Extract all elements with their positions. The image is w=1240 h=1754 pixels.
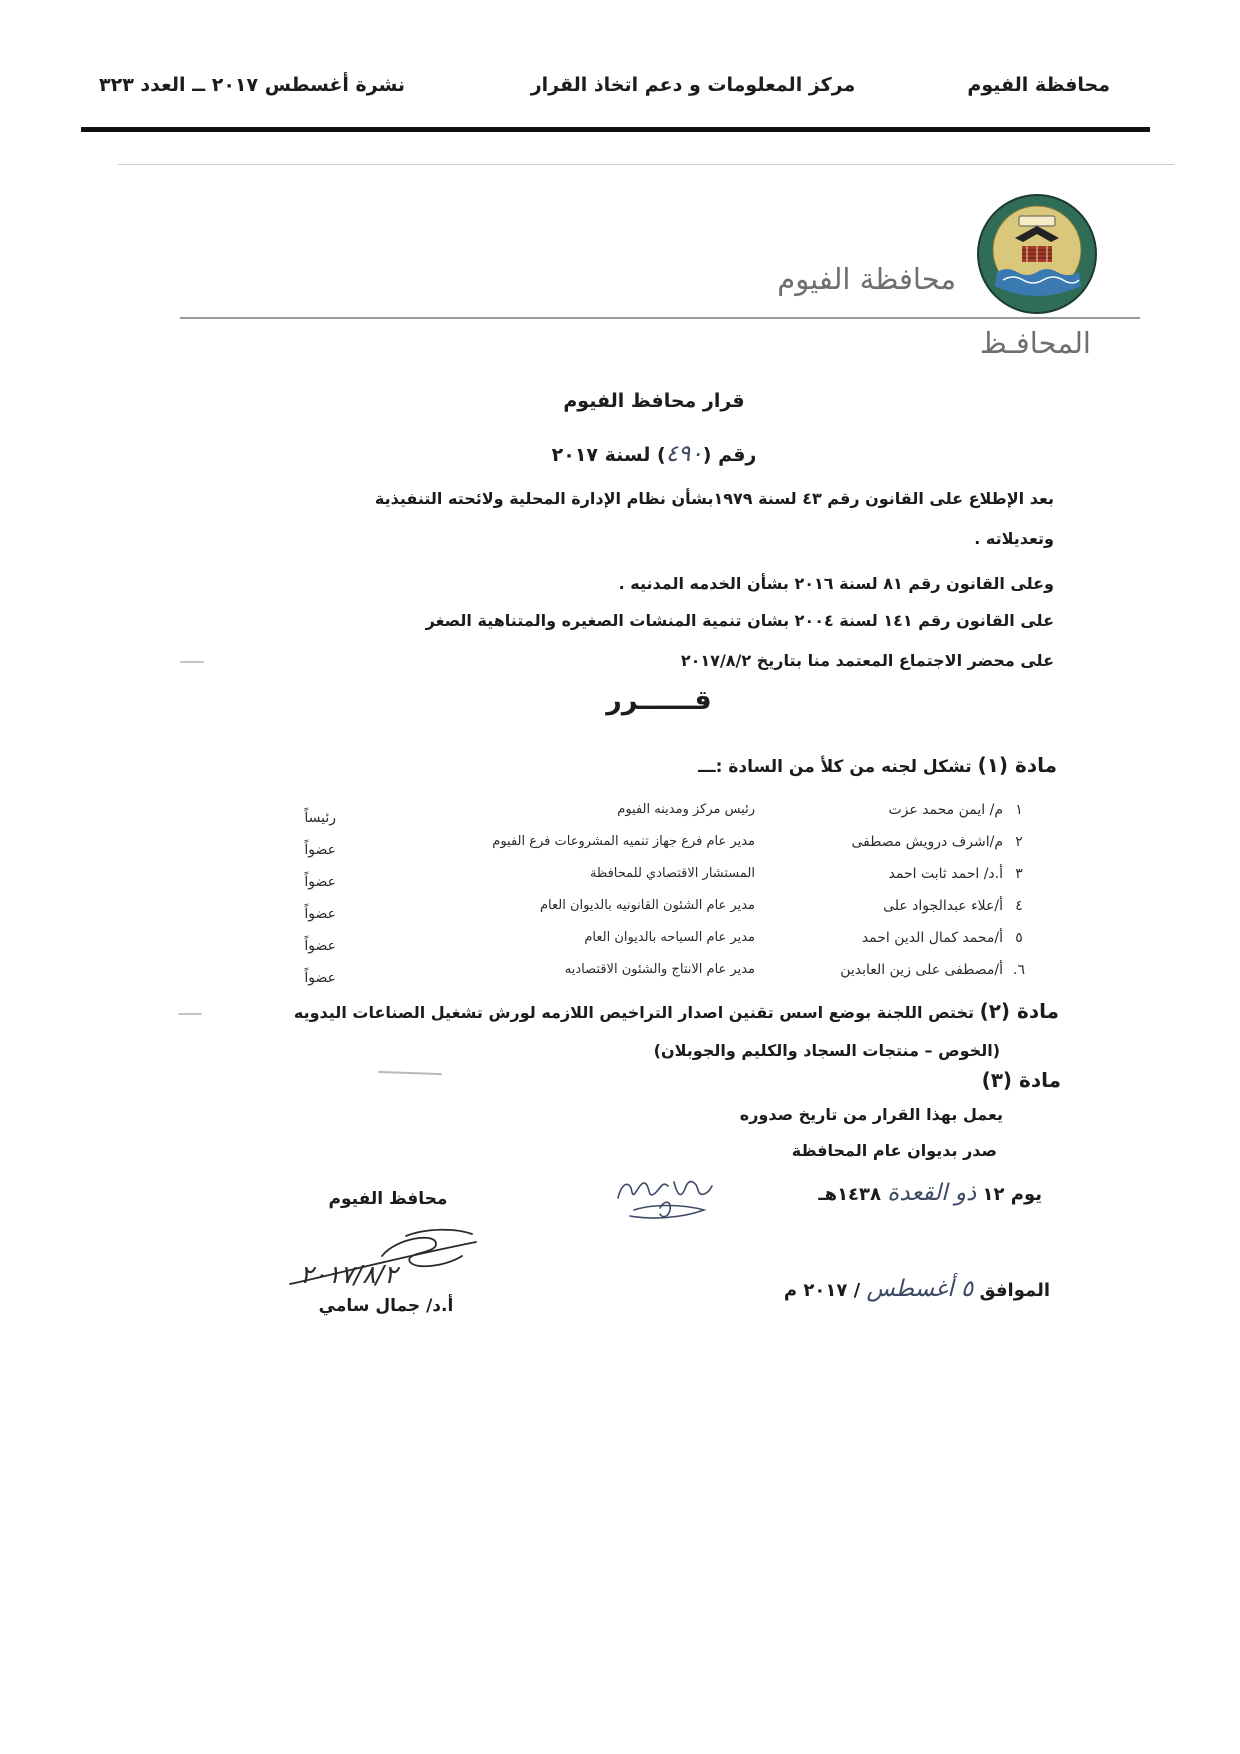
member-title: مدير عام فرع جهاز تنميه المشروعات فرع الفيوم (492, 834, 755, 849)
member-title: رئيس مركز ومدينه الفيوم (617, 802, 755, 817)
article-1-heading: مادة (١) (977, 753, 1057, 777)
initials-signature (612, 1168, 716, 1224)
article-2-text-continued: (الخوص – منتجات السجاد والكليم والجوبلان) (653, 1041, 1000, 1060)
scan-mark (378, 1071, 442, 1075)
gregorian-day-month: ٥ أغسطس (866, 1276, 974, 1302)
member-number: ١ (1015, 802, 1023, 818)
member-number: ٢ (1015, 834, 1023, 850)
member-name: م/اشرف درويش مصطفى (851, 834, 1003, 850)
scan-mark (178, 1013, 202, 1015)
gregorian-label: الموافق (979, 1280, 1050, 1301)
gregorian-date-line (784, 1276, 1050, 1304)
preamble-line: وعلى القانون رقم ٨١ لسنة ٢٠١٦ بشأن الخدمه المدنيه . (618, 574, 1054, 593)
letterhead-governorate: محافظة الفيوم (777, 262, 956, 296)
member-name: أ/مصطفى على زين العابدين (840, 962, 1003, 978)
member-title: مدير عام السياحه بالديوان العام (584, 930, 755, 945)
member-number: ٥ (1015, 930, 1023, 946)
article-3-heading: مادة (٣) (981, 1068, 1061, 1092)
member-row (290, 898, 1040, 930)
member-number: ٦. (1013, 962, 1025, 978)
emblem-banner (1019, 216, 1055, 226)
member-role: عضواً (304, 970, 336, 986)
article-2 (294, 999, 1059, 1023)
decided-heading: قــــــرر (606, 685, 712, 716)
signatory-title: محافظ الفيوم (328, 1189, 448, 1209)
member-role: عضواً (304, 906, 336, 922)
preamble-line: على محضر الاجتماع المعتمد منا بتاريخ ٢٠١٧/٨/٢ (680, 651, 1054, 670)
member-role: عضواً (304, 938, 336, 954)
preamble-line: على القانون رقم ١٤١ لسنة ٢٠٠٤ بشان تنمية المنشات الصغيره والمتناهية الصغر (425, 611, 1054, 630)
member-row (290, 866, 1040, 898)
decree-number-prefix: رقم ( (702, 444, 757, 466)
hijri-month: ذو القعدة (887, 1180, 977, 1206)
header-issue-info: نشرة أغسطس ٢٠١٧ ــ العدد ٣٢٣ (99, 74, 406, 96)
member-row (290, 930, 1040, 962)
member-row (290, 802, 1040, 834)
hijri-year: ١٤٣٨هـ (818, 1184, 882, 1205)
article-1 (698, 753, 1057, 777)
signature-date: ٢٠١٧/٨/٢ (300, 1260, 398, 1289)
article-2-heading: مادة (٢) (979, 999, 1059, 1023)
article-2-text: تختص اللجنة بوضع اسس تقنين اصدار التراخيص اللازمه لورش تشغيل الصناعات اليدويه (293, 1003, 974, 1022)
governorate-emblem-icon (975, 192, 1099, 316)
hijri-day: يوم ١٢ (982, 1184, 1042, 1205)
header-center-title: مركز المعلومات و دعم اتخاذ القرار (530, 74, 856, 96)
member-name: م/ ايمن محمد عزت (888, 802, 1003, 818)
preamble-line: وتعديلاته . (974, 529, 1054, 548)
scan-mark (180, 661, 204, 663)
member-row (290, 962, 1040, 994)
member-title: المستشار الاقتصادي للمحافظة (589, 866, 755, 881)
member-role: عضواً (304, 842, 336, 858)
signatory-name: أ.د/ جمال سامي (318, 1296, 454, 1316)
decree-title: قرار محافظ الفيوم (563, 390, 745, 412)
issuance-place: صدر بديوان عام المحافظة (791, 1141, 997, 1160)
member-title: مدير عام الشئون القانونيه بالديوان العام (539, 898, 755, 913)
scan-top-edge (118, 164, 1174, 165)
member-number: ٣ (1015, 866, 1023, 882)
member-name: أ/علاء عبدالجواد على (883, 898, 1003, 914)
article-3-text: يعمل بهذا القرار من تاريخ صدوره (739, 1105, 1003, 1124)
header-governorate: محافظة الفيوم (967, 74, 1110, 96)
member-name: أ.د/ احمد ثابت احمد (888, 866, 1003, 882)
decree-number-line (454, 441, 854, 469)
decree-number-suffix: ) لسنة ٢٠١٧ (551, 444, 666, 466)
header-rule (81, 127, 1150, 132)
member-number: ٤ (1015, 898, 1023, 914)
member-role: عضواً (304, 874, 336, 890)
preamble-line: بعد الإطلاع على القانون رقم ٤٣ لسنة ١٩٧٩بشأن نظام الإدارة المحلية ولائحته التنفيذية (374, 489, 1054, 508)
member-role: رئيساً (304, 810, 336, 826)
member-row (290, 834, 1040, 866)
member-title: مدير عام الانتاج والشئون الاقتصاديه (564, 962, 755, 977)
letterhead-office: المحافـظ (979, 326, 1091, 360)
letterhead-rule (180, 317, 1140, 319)
hijri-date-line (818, 1180, 1042, 1208)
member-name: أ/محمد كمال الدين احمد (861, 930, 1003, 946)
gregorian-year: / ٢٠١٧ م (783, 1280, 861, 1301)
decree-number: ٤٩٠ (665, 441, 703, 467)
article-1-text: تشكل لجنه من كلأ من السادة :ـــ (698, 757, 972, 777)
